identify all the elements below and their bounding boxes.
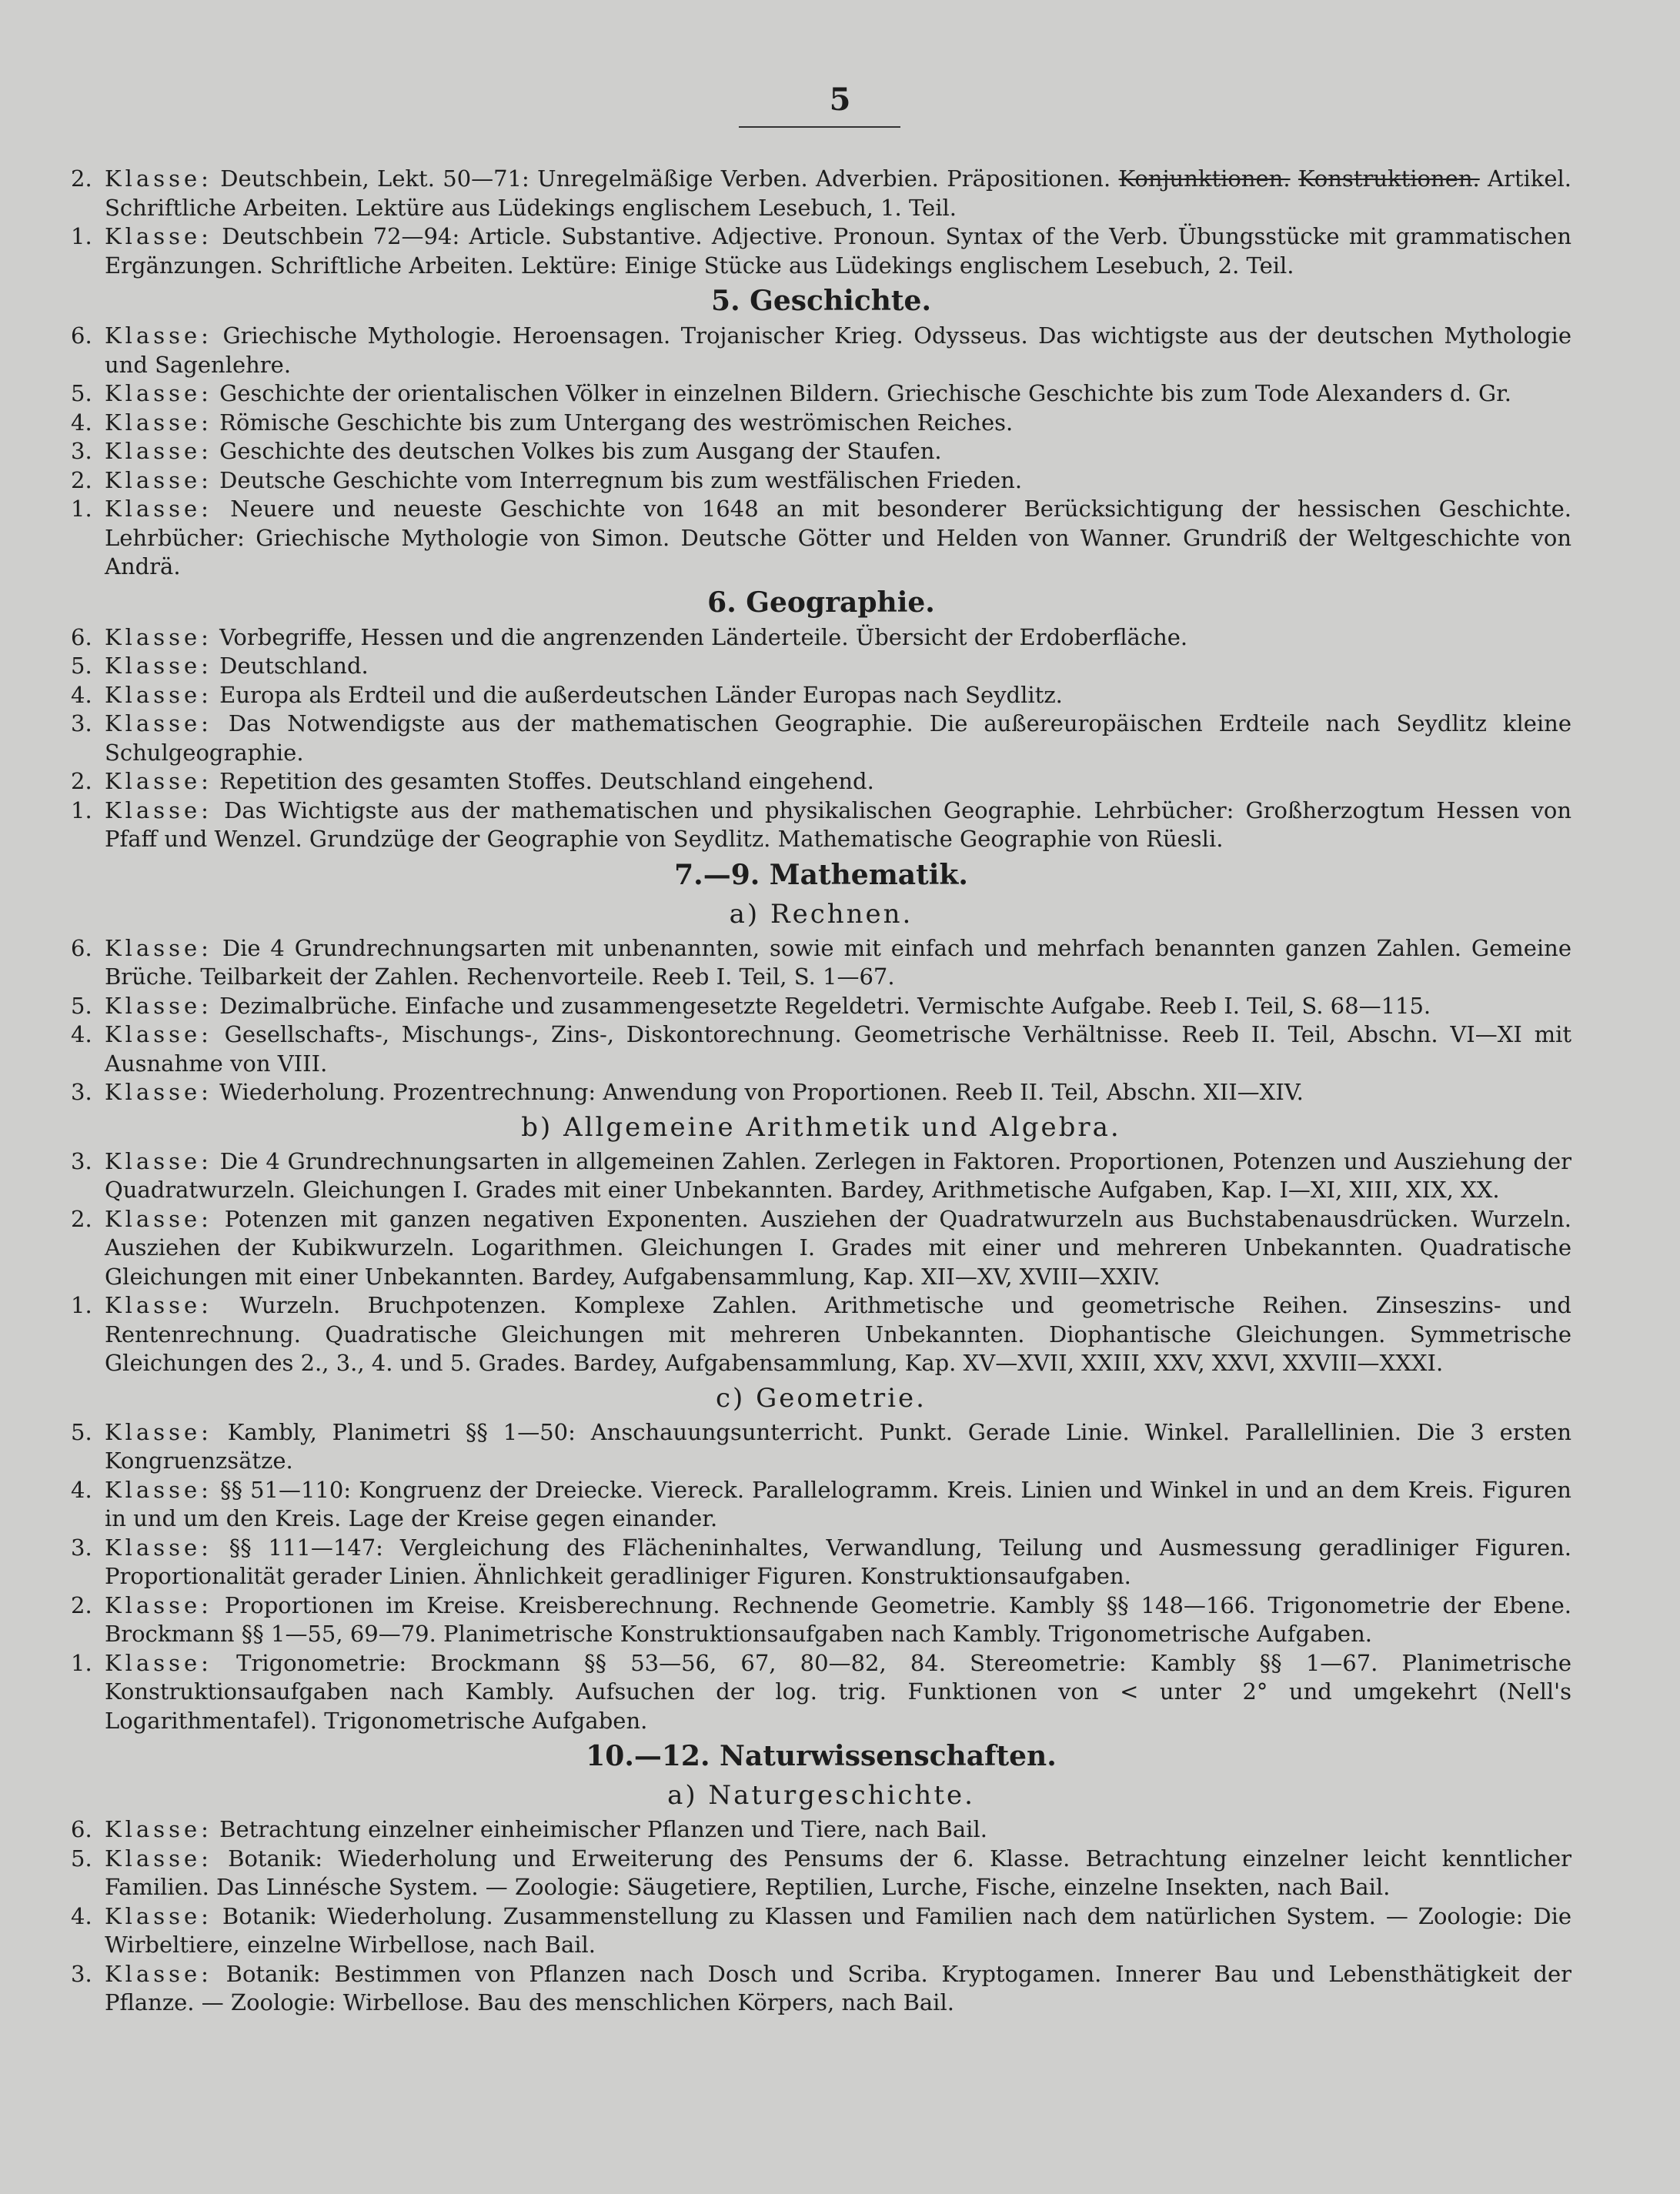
class-content: Botanik: Bestimmen von Pflanzen nach Dosch und Scriba. Kryptogamen. Innerer Bau und Lebensthätigkeit der Pflanze. — Zoologie: Wirbellose. Bau des menschlichen Körpers, nach Bail. bbox=[105, 1960, 1571, 2015]
class-label: Klasse: bbox=[105, 1079, 212, 1105]
class-entry bbox=[71, 1534, 1571, 1591]
class-entry bbox=[71, 165, 1571, 222]
class-number: 4. bbox=[71, 1021, 92, 1047]
class-number: 3. bbox=[71, 710, 92, 736]
class-label: Klasse: bbox=[105, 1534, 212, 1561]
class-content: Geschichte des deutschen Volkes bis zum Ausgang der Staufen. bbox=[219, 438, 942, 464]
class-number: 5. bbox=[71, 380, 92, 406]
class-entry bbox=[71, 437, 1571, 466]
class-content: Neuere und neueste Geschichte von 1648 an mit besonderer Berücksichtigung der hessischen Geschichte. Lehrbücher: Griechische Mythologie von Simon. Deutsche Götter und Helden von Wanner. Grundriß der Weltgeschichte von Andrä. bbox=[105, 496, 1572, 579]
class-content: §§ 111—147: Vergleichung des Flächeninhaltes, Verwandlung, Teilung und Ausmessung geradliniger Figuren. Proportionalität gerader Linien. Ähnlichkeit geradliniger Figuren. Konstruktionsaufgaben. bbox=[105, 1534, 1572, 1589]
class-content: Betrachtung einzelner einheimischer Pflanzen und Tiere, nach Bail. bbox=[219, 1816, 987, 1842]
class-entry bbox=[71, 1845, 1571, 1902]
class-entry bbox=[71, 1078, 1571, 1107]
class-label: Klasse: bbox=[105, 322, 212, 349]
class-content-continued: Artikel. Schriftliche Arbeiten. Lektüre aus Lüdekings englischem Lesebuch, 1. Teil. bbox=[105, 165, 1572, 221]
section-heading: 10.—12. Naturwissenschaften. bbox=[586, 1740, 1057, 1772]
class-label: Klasse: bbox=[105, 1205, 212, 1232]
class-label: Klasse: bbox=[105, 1816, 212, 1842]
class-number: 2. bbox=[71, 466, 92, 493]
class-entry bbox=[71, 992, 1571, 1021]
class-number: 4. bbox=[71, 409, 92, 436]
class-label: Klasse: bbox=[105, 466, 212, 493]
class-entry bbox=[71, 1649, 1571, 1736]
class-number: 1. bbox=[71, 1649, 92, 1676]
class-number: 3. bbox=[71, 1147, 92, 1174]
class-number: 1. bbox=[71, 796, 92, 823]
class-entry bbox=[71, 1205, 1571, 1292]
class-number: 3. bbox=[71, 1534, 92, 1561]
class-entry bbox=[71, 681, 1571, 710]
struck-text: Konstruktionen. bbox=[1298, 165, 1480, 192]
class-content: Wiederholung. Prozentrechnung: Anwendung von Proportionen. Reeb II. Teil, Abschn. XII—XIV. bbox=[219, 1079, 1304, 1105]
class-number: 6. bbox=[71, 623, 92, 650]
class-content: Geschichte der orientalischen Völker in einzelnen Bildern. Griechische Geschichte bis zum Tode Alexanders d. Gr. bbox=[219, 380, 1511, 406]
class-number: 5. bbox=[71, 1418, 92, 1445]
class-label: Klasse: bbox=[105, 992, 212, 1019]
class-entry bbox=[71, 1020, 1571, 1078]
class-number: 4. bbox=[71, 1902, 92, 1929]
class-entry bbox=[71, 1591, 1571, 1649]
class-label: Klasse: bbox=[105, 380, 212, 406]
class-number: 1. bbox=[71, 223, 92, 249]
page-number: 5 bbox=[829, 82, 851, 118]
class-content: Römische Geschichte bis zum Untergang des weströmischen Reiches. bbox=[219, 409, 1014, 436]
class-content: Deutsche Geschichte vom Interregnum bis zum westfälischen Frieden. bbox=[219, 466, 1023, 493]
class-label: Klasse: bbox=[105, 1591, 212, 1618]
class-label: Klasse: bbox=[105, 1021, 212, 1047]
class-number: 3. bbox=[71, 438, 92, 464]
class-entry bbox=[71, 1815, 1571, 1845]
class-content: Kambly, Planimetri §§ 1—50: Anschauungsunterricht. Punkt. Gerade Linie. Winkel. Parallellinien. Die 3 ersten Kongruenzsätze. bbox=[105, 1418, 1572, 1474]
class-content: Die 4 Grundrechnungsarten mit unbenannten, sowie mit einfach und mehrfach benannten ganzen Zahlen. Gemeine Brüche. Teilbarkeit der Zahlen. Rechenvorteile. Reeb I. Teil, S. 1—67. bbox=[105, 934, 1572, 990]
class-number: 6. bbox=[71, 934, 92, 961]
class-content: Botanik: Wiederholung. Zusammenstellung zu Klassen und Familien nach dem natürlichen System. — Zoologie: Die Wirbeltiere, einzelne Wirbellose, nach Bail. bbox=[105, 1902, 1572, 1958]
class-label: Klasse: bbox=[105, 1476, 212, 1503]
class-number: 2. bbox=[71, 1591, 92, 1618]
class-number: 4. bbox=[71, 681, 92, 708]
class-entry bbox=[71, 710, 1571, 767]
page-number-rule bbox=[739, 126, 900, 128]
section-heading: 6. Geographie. bbox=[707, 586, 935, 619]
class-content: Gesellschafts-, Mischungs-, Zins-, Diskontorechnung. Geometrische Verhältnisse. Reeb II. Teil, Abschn. VI—XI mit Ausnahme von VIII. bbox=[105, 1021, 1572, 1077]
class-label: Klasse: bbox=[105, 1147, 212, 1174]
class-content: Repetition des gesamten Stoffes. Deutschland eingehend. bbox=[219, 768, 874, 794]
subsection-heading: a) Rechnen. bbox=[729, 898, 913, 930]
section-heading: 5. Geschichte. bbox=[711, 285, 931, 317]
class-number: 3. bbox=[71, 1079, 92, 1105]
class-number: 1. bbox=[71, 496, 92, 522]
class-label: Klasse: bbox=[105, 223, 212, 249]
class-label: Klasse: bbox=[105, 768, 212, 794]
class-label: Klasse: bbox=[105, 681, 212, 708]
class-content: Potenzen mit ganzen negativen Exponenten. Ausziehen der Quadratwurzeln aus Buchstabenausdrücken. Wurzeln. Ausziehen der Kubikwurzeln. Logarithmen. Gleichungen I. Grades mit einer und mehreren Unbekannten. Quadratische Gleichungen mit einer Unbekannten. Bardey, Aufgabensammlung, Kap. XII—XV, XVIII—XXIV. bbox=[105, 1205, 1572, 1290]
class-content: Wurzeln. Bruchpotenzen. Komplexe Zahlen. Arithmetische und geometrische Reihen. Zinseszins- und Rentenrechnung. Quadratische Gleichungen mit mehreren Unbekannten. Diophantische Gleichungen. Symmetrische Gleichungen des 2., 3., 4. und 5. Grades. Bardey, Aufgabensammlung, Kap. XV—XVII, XXIII, XXV, XXVI, XXVIII—XXXI. bbox=[105, 1292, 1571, 1376]
class-entry bbox=[71, 322, 1571, 379]
class-number: 2. bbox=[71, 1205, 92, 1232]
class-content: §§ 51—110: Kongruenz der Dreiecke. Viereck. Parallelogramm. Kreis. Linien und Winkel in und an dem Kreis. Figuren in und um den Kreis. Lage der Kreise gegen einander. bbox=[105, 1476, 1571, 1531]
subsection-heading: b) Allgemeine Arithmetik und Algebra. bbox=[521, 1111, 1121, 1143]
struck-text: Konjunktionen. bbox=[1118, 165, 1291, 192]
class-label: Klasse: bbox=[105, 796, 212, 823]
class-content: Trigonometrie: Brockmann §§ 53—56, 67, 80—82, 84. Stereometrie: Kambly §§ 1—67. Planimetrische Konstruktionsaufgaben nach Kambly. Aufsuchen der log. trig. Funktionen von < unter 2° und umgekehrt (Nell's Logarithmentafel). Trigonometrische Aufgaben. bbox=[105, 1649, 1572, 1734]
class-entry bbox=[71, 222, 1571, 280]
class-label: Klasse: bbox=[105, 1649, 212, 1676]
class-entry bbox=[71, 495, 1571, 582]
class-content: Deutschland. bbox=[219, 653, 369, 679]
class-entry bbox=[71, 1960, 1571, 2018]
class-entry bbox=[71, 409, 1571, 438]
class-entry bbox=[71, 934, 1571, 992]
class-content: Vorbegriffe, Hessen und die angrenzenden Länderteile. Übersicht der Erdoberfläche. bbox=[219, 623, 1188, 650]
class-label: Klasse: bbox=[105, 438, 212, 464]
class-number: 2. bbox=[71, 768, 92, 794]
class-label: Klasse: bbox=[105, 623, 212, 650]
class-entry bbox=[71, 1291, 1571, 1378]
class-content: Das Notwendigste aus der mathematischen Geographie. Die außereuropäischen Erdteile nach Seydlitz kleine Schulgeographie. bbox=[105, 710, 1571, 766]
class-label: Klasse: bbox=[105, 1292, 212, 1318]
class-content: Botanik: Wiederholung und Erweiterung des Pensums der 6. Klasse. Betrachtung einzelner leicht kenntlicher Familien. Das Linnésche System. — Zoologie: Säugetiere, Reptilien, Lurche, Fische, einzelne Insekten, nach Bail. bbox=[105, 1845, 1571, 1900]
class-entry bbox=[71, 652, 1571, 681]
class-number: 1. bbox=[71, 1292, 92, 1318]
class-number: 6. bbox=[71, 1816, 92, 1842]
class-label: Klasse: bbox=[105, 1960, 212, 1987]
class-entry bbox=[71, 1147, 1571, 1205]
class-entry bbox=[71, 379, 1571, 409]
class-entry bbox=[71, 767, 1571, 796]
class-number: 2. bbox=[71, 165, 92, 192]
class-content: Die 4 Grundrechnungsarten in allgemeinen Zahlen. Zerlegen in Faktoren. Proportionen, Potenzen und Ausziehung der Quadratwurzeln. Gleichungen I. Grades mit einer Unbekannten. Bardey, Arithmetische Aufgaben, Kap. I—XI, XIII, XIX, XX. bbox=[105, 1147, 1571, 1203]
class-content: Deutschbein, Lekt. 50—71: Unregelmäßige Verben. Adverbien. Präpositionen. bbox=[220, 165, 1119, 192]
class-label: Klasse: bbox=[105, 165, 212, 192]
class-content: Das Wichtigste aus der mathematischen und physikalischen Geographie. Lehrbücher: Großherzogtum Hessen von Pfaff und Wenzel. Grundzüge der Geographie von Seydlitz. Mathematische Geographie von Rüesli. bbox=[105, 796, 1571, 852]
class-label: Klasse: bbox=[105, 1845, 212, 1872]
class-label: Klasse: bbox=[105, 934, 212, 961]
class-label: Klasse: bbox=[105, 653, 212, 679]
section-heading: 7.—9. Mathematik. bbox=[674, 858, 968, 891]
class-number: 3. bbox=[71, 1960, 92, 1987]
subsection-heading: a) Naturgeschichte. bbox=[667, 1780, 975, 1811]
class-content: Proportionen im Kreise. Kreisberechnung. Rechnende Geometrie. Kambly §§ 148—166. Trigonometrie der Ebene. Brockmann §§ 1—55, 69—79. Planimetrische Konstruktionsaufgaben nach Kambly. Trigonometrische Aufgaben. bbox=[105, 1591, 1571, 1647]
class-entry bbox=[71, 623, 1571, 653]
class-number: 6. bbox=[71, 322, 92, 349]
class-label: Klasse: bbox=[105, 409, 212, 436]
class-entry bbox=[71, 1418, 1571, 1476]
class-label: Klasse: bbox=[105, 1418, 212, 1445]
class-entry bbox=[71, 1476, 1571, 1534]
subsection-heading: c) Geometrie. bbox=[716, 1382, 927, 1414]
class-content: Griechische Mythologie. Heroensagen. Trojanischer Krieg. Odysseus. Das wichtigste aus der deutschen Mythologie und Sagenlehre. bbox=[105, 322, 1571, 378]
class-content: Deutschbein 72—94: Article. Substantive. Adjective. Pronoun. Syntax of the Verb. Übungsstücke mit grammatischen Ergänzungen. Schriftliche Arbeiten. Lektüre: Einige Stücke aus Lüdekings englischem Lesebuch, 2. Teil. bbox=[105, 223, 1571, 279]
class-number: 5. bbox=[71, 992, 92, 1019]
document-body bbox=[71, 165, 1571, 2018]
class-number: 5. bbox=[71, 653, 92, 679]
class-number: 4. bbox=[71, 1476, 92, 1503]
class-label: Klasse: bbox=[105, 496, 212, 522]
class-label: Klasse: bbox=[105, 710, 212, 736]
class-content: Dezimalbrüche. Einfache und zusammengesetzte Regeldetri. Vermischte Aufgabe. Reeb I. Teil, S. 68—115. bbox=[219, 992, 1431, 1019]
class-entry bbox=[71, 1902, 1571, 1960]
class-entry bbox=[71, 796, 1571, 854]
class-label: Klasse: bbox=[105, 1902, 212, 1929]
class-number: 5. bbox=[71, 1845, 92, 1872]
class-entry bbox=[71, 466, 1571, 496]
class-content: Europa als Erdteil und die außerdeutschen Länder Europas nach Seydlitz. bbox=[219, 681, 1063, 708]
